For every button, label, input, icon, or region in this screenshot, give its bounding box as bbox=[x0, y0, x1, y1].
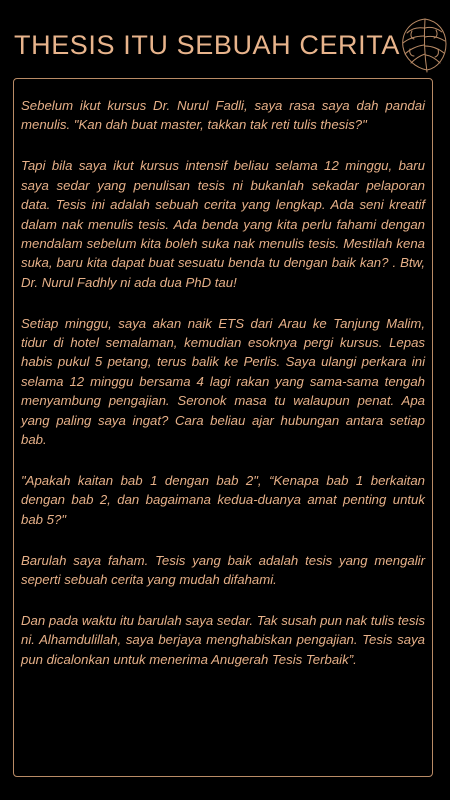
story-paragraph: Setiap minggu, saya akan naik ETS dari Arau ke Tanjung Malim, tidur di hotel semalaman, kemudian esoknya pergi kursus. Lepas habis pukul 5 petang, terus balik ke Perlis. Saya ulangi perkara ini selama 12 minggu bersama 4 lagi rakan yang sama-sama tengah menyambung pengajian. Seronok masa tu walaupun penat. Apa yang paling saya ingat? Cara beliau ajar hubungan antara setiap bab. bbox=[21, 315, 425, 448]
story-paragraph: Tapi bila saya ikut kursus intensif beliau selama 12 minggu, baru saya sedar yang penulisan tesis ni bukanlah sekadar pelaporan data. Tesis ini adalah sebuah cerita yang lengkap. Ada seni kreatif dalam nak menulis tesis. Ada benda yang kita perlu fahami dengan mendalam sebelum kita boleh suka nak menulis tesis. Mestilah kena suka, baru kita dapat buat sesuatu benda tu dengan baik kan? . Btw, Dr. Nurul Fadhly ni ada dua PhD tau! bbox=[21, 158, 425, 290]
story-paragraph: "Apakah kaitan bab 1 dengan bab 2", “Kenapa bab 1 berkaitan dengan bab 2, dan bagaimana kedua-duanya amat penting untuk bab 5?" bbox=[21, 473, 425, 527]
story-paragraph: Dan pada waktu itu barulah saya sedar. Tak susah pun nak tulis tesis ni. Alhamdulillah, saya berjaya menghabiskan pengajian. Tesis saya pun dicalonkan untuk menerima Anugerah Tesis Terbaik”. bbox=[21, 613, 425, 667]
story-card bbox=[13, 78, 433, 777]
monstera-leaf-icon bbox=[398, 16, 448, 74]
page-title: THESIS ITU SEBUAH CERITA bbox=[14, 30, 400, 60]
story-paragraph: Barulah saya faham. Tesis yang baik adalah tesis yang mengalir seperti sebuah cerita yang mudah difahami. bbox=[21, 552, 425, 588]
story-paragraph: Sebelum ikut kursus Dr. Nurul Fadli, saya rasa saya dah pandai menulis. "Kan dah buat master, takkan tak reti tulis thesis?" bbox=[21, 98, 425, 133]
